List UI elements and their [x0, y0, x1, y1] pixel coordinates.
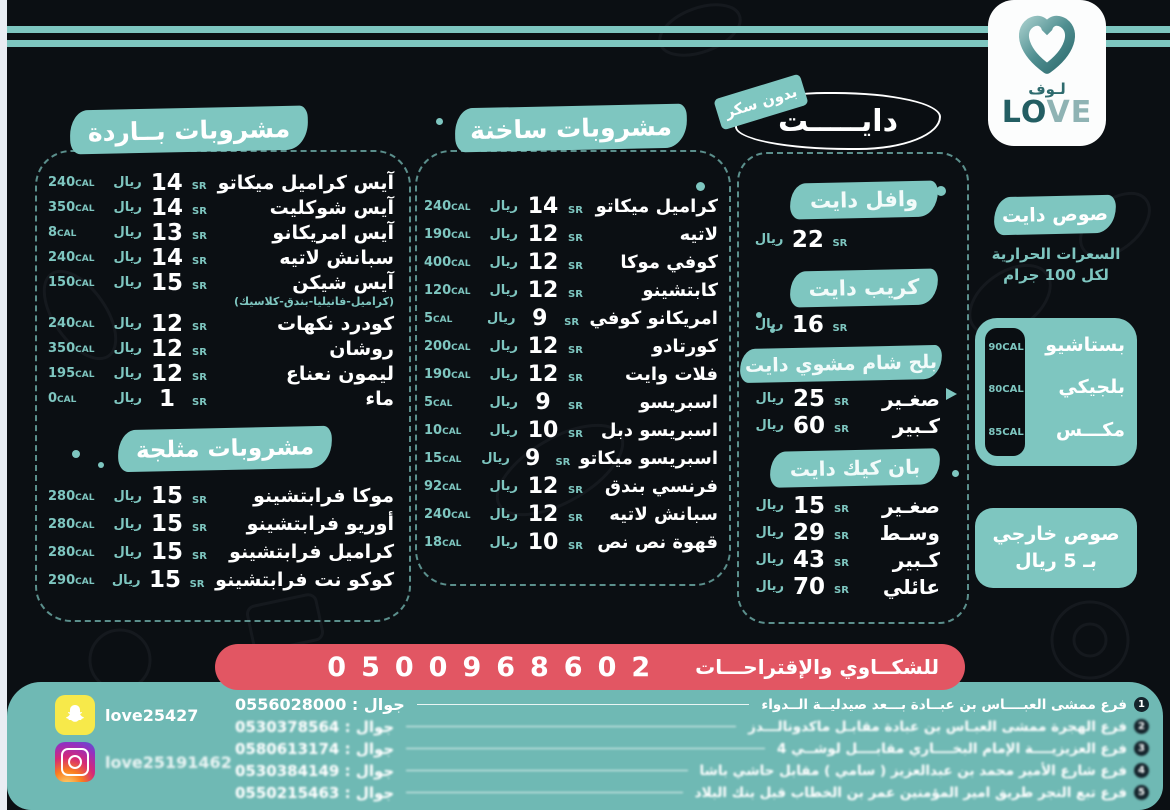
menu-item-row: 290CAL ريال 15 SR كوكو نت فرابتشينو — [48, 567, 394, 593]
menu-item-row: 5CAL ريال 9 SR اسبريسو — [424, 389, 718, 415]
diet-group-header-balah: بلح شام مشوي دايت — [740, 345, 943, 383]
complaints-bar — [215, 644, 965, 690]
menu-item-row: 15CAL ريال 9 SR اسبريسو ميكاتو — [424, 445, 718, 471]
flavor-note: (كراميل-فانيليا-بندق-كلاسيك) — [233, 295, 394, 308]
menu-item-row: 240CAL ريال 14 SR كراميل ميكاتو — [424, 193, 718, 219]
section-title: دايـــــت — [778, 103, 898, 139]
sugar-free-badge: بدون سكر — [713, 74, 808, 131]
pistachio-card — [975, 318, 1137, 466]
cold-items-list — [48, 170, 394, 411]
menu-item-row: 195CAL ريال 12 SR ليمون نعناع — [48, 360, 394, 387]
calories-note: السعرات الحرارية لكل 100 جرام — [991, 245, 1121, 284]
menu-item-row: 8CAL ريال 13 SR آيس امريكانو — [48, 219, 394, 246]
branch-row: 3 فرع العزيزيــــة الإمام البخــــاري مقابــــل لوشــي 4 جوال : 0580613174 — [235, 738, 1149, 759]
diet-item-row: ريال 29 SR وسـط — [755, 519, 940, 546]
calorie-strip: 90CAL 80CAL 85CAL — [985, 328, 1025, 456]
snapchat-handle: love25427 — [105, 706, 199, 725]
menu-item-row: 120CAL ريال 12 SR كابتشينو — [424, 277, 718, 303]
diet-item-row: ريال 15 SR صغـير — [755, 492, 940, 519]
left-edge-strip — [0, 0, 7, 810]
decor-dot — [72, 450, 80, 458]
menu-item-row: 400CAL ريال 12 SR كوفي موكا — [424, 249, 718, 275]
brand-name-arabic: لـوف — [1028, 80, 1066, 98]
hot-items-list — [424, 192, 718, 556]
menu-item-row: 350CAL ريال 12 SR روشان — [48, 335, 394, 362]
instagram-icon — [55, 742, 95, 782]
decor-dot — [696, 182, 705, 191]
section-header-hot — [455, 104, 688, 153]
decor-dot — [436, 118, 443, 125]
diet-item-row: ريال 70 SR عائلي — [755, 573, 940, 600]
decor-dot — [952, 470, 959, 477]
pistachio-row-label: مكـــس — [1055, 419, 1125, 441]
menu-item-row: 5CAL ريال 9 SR امريكانو كوفي — [424, 305, 718, 331]
menu-item-row: 280CAL ريال 15 SR كراميل فرابتشينو — [48, 539, 394, 565]
menu-item-row: 200CAL ريال 12 SR كورتادو — [424, 333, 718, 359]
section-title: مشروبات مثلجة — [135, 434, 315, 464]
menu-item-row: 92CAL ريال 12 SR فرنسي بندق — [424, 473, 718, 499]
menu-item-row: 280CAL ريال 15 SR أوريو فرابتشينو — [48, 511, 394, 537]
decor-dot — [98, 462, 104, 468]
menu-item-row: 10CAL ريال 10 SR اسبريسو دبل — [424, 417, 718, 443]
brand-logo-card — [988, 0, 1106, 146]
menu-item-row: 350CAL ريال 14 SR آيس شوكليت — [48, 194, 394, 221]
diet-item-row: ريال 43 SR كـبير — [755, 546, 940, 573]
diet-item-row: ريال 25 SR صغـير — [755, 385, 940, 412]
brand-name-english: LOVE — [1001, 95, 1093, 130]
decor-arrow — [946, 388, 957, 400]
diet-group-header-crepe: كريب دايت — [790, 268, 939, 307]
menu-item-row: 190CAL ريال 12 SR فلات وايت — [424, 361, 718, 387]
branch-row: 2 فرع الهجرة ممشى العبـاس بن عبادة مقابـل ماكدونالـــدز جوال : 0530378564 — [235, 716, 1149, 737]
section-header-diet-sauce: صوص دايت — [994, 195, 1117, 236]
diet-balah-list — [748, 385, 940, 439]
snapchat-icon — [55, 695, 95, 735]
menu-item-row: 150CAL ريال 15 SR آيس شيكن — [48, 269, 394, 296]
section-title: مشروبات بــاردة — [87, 113, 291, 147]
pistachio-row-label: بستاشيو — [1045, 334, 1125, 356]
menu-item-row: 240CAL ريال 14 SR آيس كراميل ميكاتو — [48, 169, 394, 196]
diet-group-header-pancake: بان كيك دايت — [770, 448, 941, 488]
diet-price-row: ريال 22 SR — [754, 226, 848, 253]
footer — [7, 682, 1163, 810]
diet-price-row: ريال 16 SR — [754, 311, 848, 338]
menu-item-row: 18CAL ريال 10 SR قهوة نص نص — [424, 529, 718, 555]
menu-item-row: 0CAL ريال 1 SR ماء — [48, 385, 394, 412]
branch-list — [235, 694, 1149, 803]
section-header-frozen — [118, 426, 333, 472]
section-title: مشروبات ساخنة — [469, 111, 673, 145]
branch-row: 4 فرع شارع الأمير محمد بن عبدالعزيز ( سامي ) مقابل حاشي باشا جوال : 0530384149 — [235, 760, 1149, 781]
frozen-items-list — [48, 482, 394, 594]
menu-item-row: 190CAL ريال 12 SR لاتيه — [424, 221, 718, 247]
menu-item-row: 240CAL ريال 14 SR سبانش لاتيه — [48, 244, 394, 271]
diet-group-header-waffle: وافل دايت — [790, 180, 939, 219]
branch-row: 5 فرع تبع النجر طريق امير المؤمنين عمر بن الخطاب قبل بنك البلاد جوال : 0550215463 — [235, 782, 1149, 803]
menu-item-row: 240CAL ريال 12 SR كودرد نكهات — [48, 310, 394, 337]
diet-pancake-list — [748, 492, 940, 600]
menu-item-row: 280CAL ريال 15 SR موكا فرابتشينو — [48, 483, 394, 509]
complaints-phone-number: 0500968602 — [327, 651, 666, 683]
section-header-cold — [70, 106, 309, 155]
branch-row: 1 فرع ممشى العبــــاس بن عبــادة بـــعد صيدليــة الــدواء جوال : 0556028000 — [235, 694, 1149, 715]
complaints-label: للشكــاوي والإقتراحـــات — [695, 655, 939, 679]
diet-item-row: ريال 60 SR كـبير — [755, 412, 940, 439]
menu-item-row: 240CAL ريال 12 SR سبانش لاتيه — [424, 501, 718, 527]
external-sauce-card: صوص خارجي بـ 5 ريال — [975, 508, 1137, 588]
pistachio-row-label: بلجيكي — [1058, 376, 1125, 398]
love-heart-icon — [1008, 6, 1086, 78]
instagram-handle: love25191462 — [105, 753, 232, 772]
